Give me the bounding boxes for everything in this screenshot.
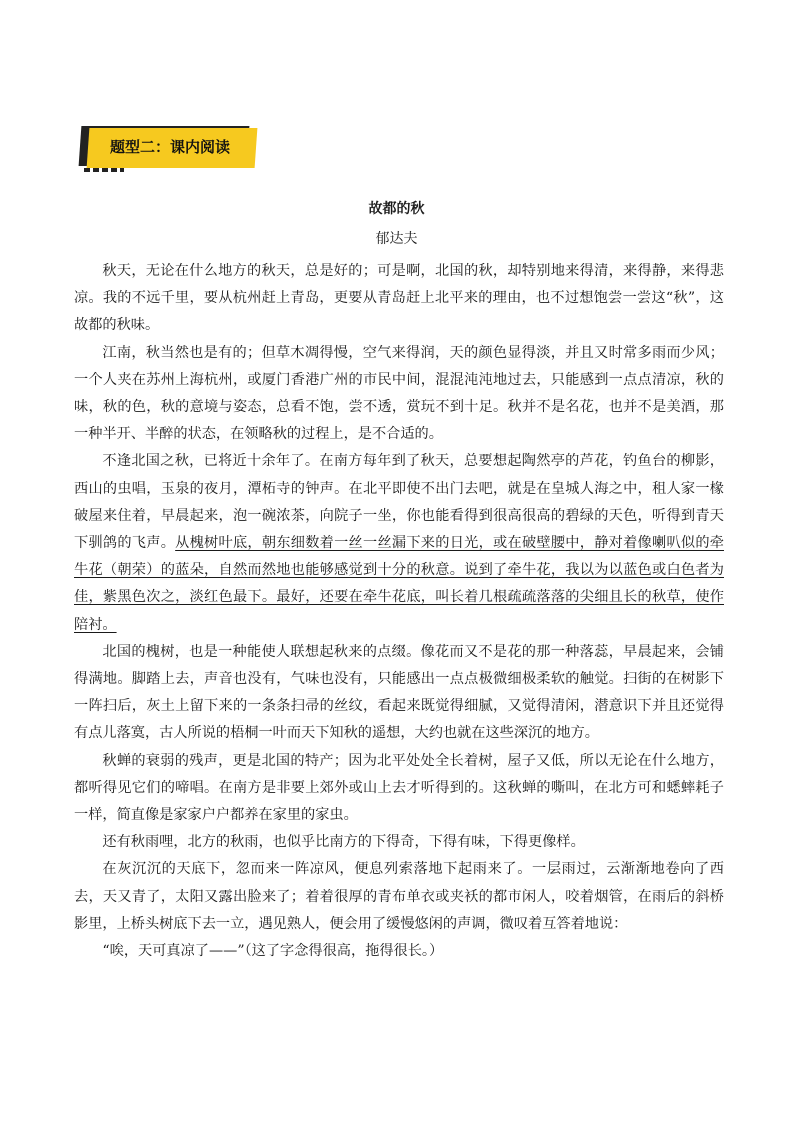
- paragraph-3: [74, 448, 724, 638]
- paragraph-3-text: 不逢北国之秋，已将近十余年了。在南方每年到了秋天，总要想起陶然亭的芦花，钓鱼台的柳影，西山的虫唱，玉泉的夜月，潭柘寺的钟声。在北平即使不出门去吧，就是在皇城人海之中，租人家一椽破屋来住着，早晨起来，泡一碗浓茶，向院子一坐，你也能看得到很高很高的碧绿的天色，听得到青天下驯鸽的飞声。: [74, 453, 724, 552]
- article-title: 故都的秋: [368, 201, 425, 217]
- paragraph-6: 还有秋雨哩，北方的秋雨，也似乎比南方的下得奇，下得有味，下得更像样。: [102, 834, 585, 851]
- paragraph-1: 秋天，无论在什么地方的秋天，总是好的；可是啊，北国的秋，却特别地来得清，来得静，来得悲凉。我的不远千里，要从杭州赶上青岛，更要从青岛赶上北平来的理由，也不过想饱尝一尝这“秋”，这故都的秋味。: [74, 263, 724, 334]
- paragraph-7: 在灰沉沉的天底下，忽而来一阵凉风，便息列索落地下起雨来了。一层雨过，云渐渐地卷向了西去，天又青了，太阳又露出脸来了；着着很厚的青布单衣或夹袄的都市闲人，咬着烟管，在雨后的斜桥影里，上桥头树底下去一立，遇见熟人，便会用了缓慢悠闲的声调，微叹着互答着地说：: [74, 861, 724, 932]
- paragraph-2: 江南，秋当然也是有的；但草木凋得慢，空气来得润，天的颜色显得淡，并且又时常多雨而少风；一个人夹在苏州上海杭州，或厦门香港广州的市民中间，混混沌沌地过去，只能感到一点点清凉，秋的味，秋的色，秋的意境与姿态，总看不饱，尝不透，赏玩不到十足。秋并不是名花，也并不是美酒，那一种半开、半醉的状态，在领略秋的过程上，是不合适的。: [74, 344, 724, 443]
- section-label: 题型二：课内阅读: [110, 138, 231, 156]
- badge-dots: [84, 168, 124, 172]
- paragraph-5: 秋蝉的衰弱的残声，更是北国的特产；因为北平处处全长着树，屋子又低，所以无论在什么地方，都听得见它们的啼唱。在南方是非要上郊外或山上去才听得到的。这秋蝉的嘶叫，在北方可和蟋蟀耗子一样，简直像是家家户户都养在家里的家虫。: [74, 752, 724, 824]
- paragraph-8: “唉，天可真凉了——”（这了字念得很高，拖得很长。）: [102, 943, 444, 960]
- underlined-passage: 从槐树叶底，朝东细数着一丝一丝漏下来的日光，或在破壁腰中，静对着像喇叭似的牵牛花（朝荣）的蓝朵，自然而然地也能够感觉到十分的秋意。说到了牵牛花，我以为以蓝色或白色者为佳，紫黑色次之，淡红色最下。最好，还要在牵牛花底，叫长着几根疏疏落落的尖细且长的秋草，使作陪衬。: [74, 535, 724, 633]
- paragraph-4: 北国的槐树，也是一种能使人联想起秋来的点缀。像花而又不是花的那一种落蕊，早晨起来，会铺得满地。脚踏上去，声音也没有，气味也没有，只能感出一点点极微细极柔软的触觉。扫街的在树影下一阵扫后，灰土上留下来的一条条扫帚的丝纹，看起来既觉得细腻，又觉得清闲，潜意识下并且还觉得有点儿落寞，古人所说的梧桐一叶而天下知秋的遥想，大约也就在这些深沉的地方。: [74, 643, 724, 742]
- article-body: [74, 258, 724, 965]
- section-badge: [80, 126, 258, 174]
- article-author: 郁达夫: [375, 231, 418, 247]
